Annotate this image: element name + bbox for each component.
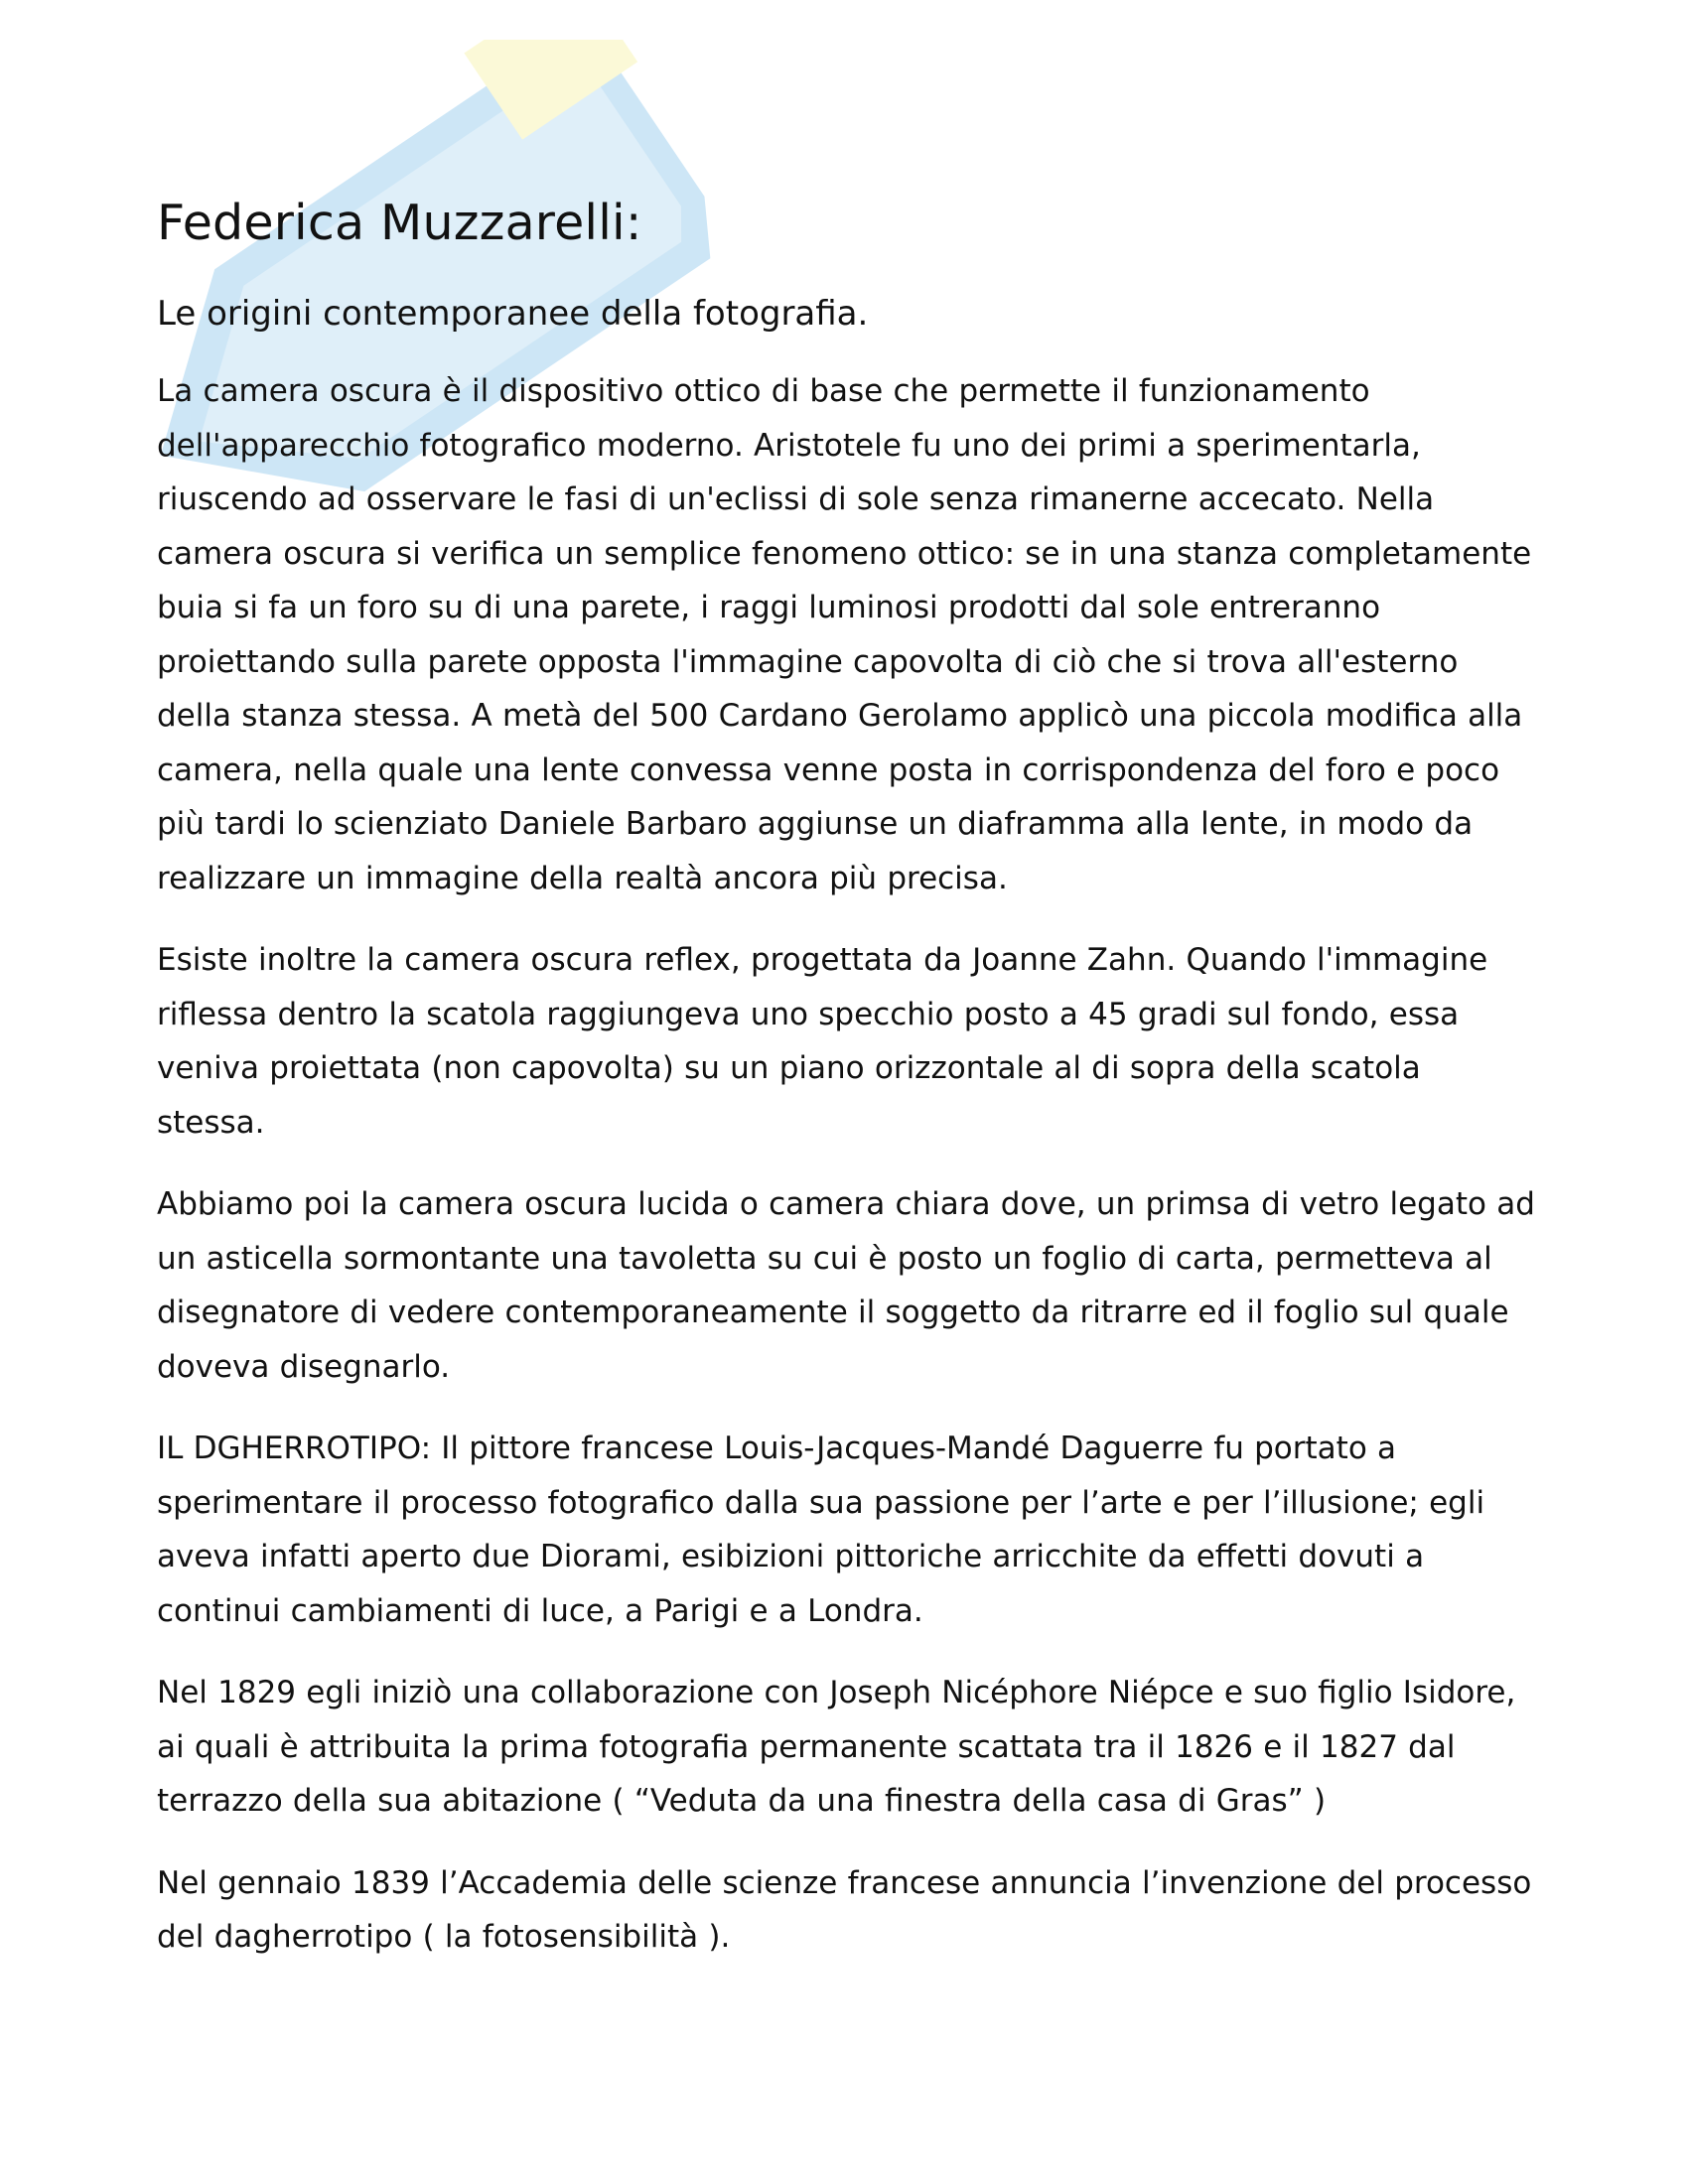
paragraph-camera-lucida: Abbiamo poi la camera oscura lucida o camera chiara dove, un primsa di vetro legato ad un asticella sormontante una tavoletta su cui è posto un foglio di carta, permetteva al disegnatore di vedere contemporaneamente il soggetto da ritrarre ed il foglio sul quale doveva disegnarlo. — [157, 1186, 1535, 1385]
paragraph-camera-reflex: Esiste inoltre la camera oscura reflex, progettata da Joanne Zahn. Quando l'immagine riflessa dentro la scatola raggiungeva uno specchio posto a 45 gradi sul fondo, essa veniva proiettata (non capovolta) su un piano orizzontale al di sopra della scatola stessa. — [157, 942, 1488, 1141]
document-subtitle: Le origini contemporanee della fotografia. — [157, 293, 869, 334]
paragraph-niepce: Nel 1829 egli iniziò una collaborazione con Joseph Nicéphore Niépce e suo figlio Isidore, ai quali è attribuita la prima fotografia permanente scattata tra il 1826 e il 1827 dal terrazzo della sua abitazione ( “Veduta da una finestra della casa di Gras” ) — [157, 1675, 1516, 1820]
paragraph-accademia: Nel gennaio 1839 l’Accademia delle scienze francese annuncia l’invenzione del processo del dagherrotipo ( la fotosensibilità ). — [157, 1864, 1532, 1956]
watermark-yellow-tab — [464, 40, 637, 140]
paragraph-dagherrotipo: IL DGHERROTIPO: Il pittore francese Louis-Jacques-Mandé Daguerre fu portato a sperimentare il processo fotografico dalla sua passione per l’arte e per l’illusione; egli aveva infatti aperto due Diorami, esibizioni pittoriche arricchite da effetti dovuti a continui cambiamenti di luce, a Parigi e a Londra. — [157, 1431, 1485, 1629]
document-title: Federica Muzzarelli: — [157, 195, 642, 251]
document-content — [157, 195, 1537, 1965]
paragraph-camera-oscura: La camera oscura è il dispositivo ottico di base che permette il funzionamento dell'apparecchio fotografico moderno. Aristotele fu uno dei primi a sperimentarla, riuscendo ad osservare le fasi di un'eclissi di sole senza rimanerne accecato. Nella camera oscura si verifica un semplice fenomeno ottico: se in una stanza completamente buia si fa un foro su di una parete, i raggi luminosi prodotti dal sole entreranno proiettando sulla parete opposta l'immagine capovolta di ciò che si trova all'esterno della stanza stessa. A metà del 500 Cardano Gerolamo applicò una piccola modifica alla camera, nella quale una lente convessa venne posta in corrispondenza del foro e poco più tardi lo scienziato Daniele Barbaro aggiunse un diaframma alla lente, in modo da realizzare un immagine della realtà ancora più precisa. — [157, 373, 1532, 896]
